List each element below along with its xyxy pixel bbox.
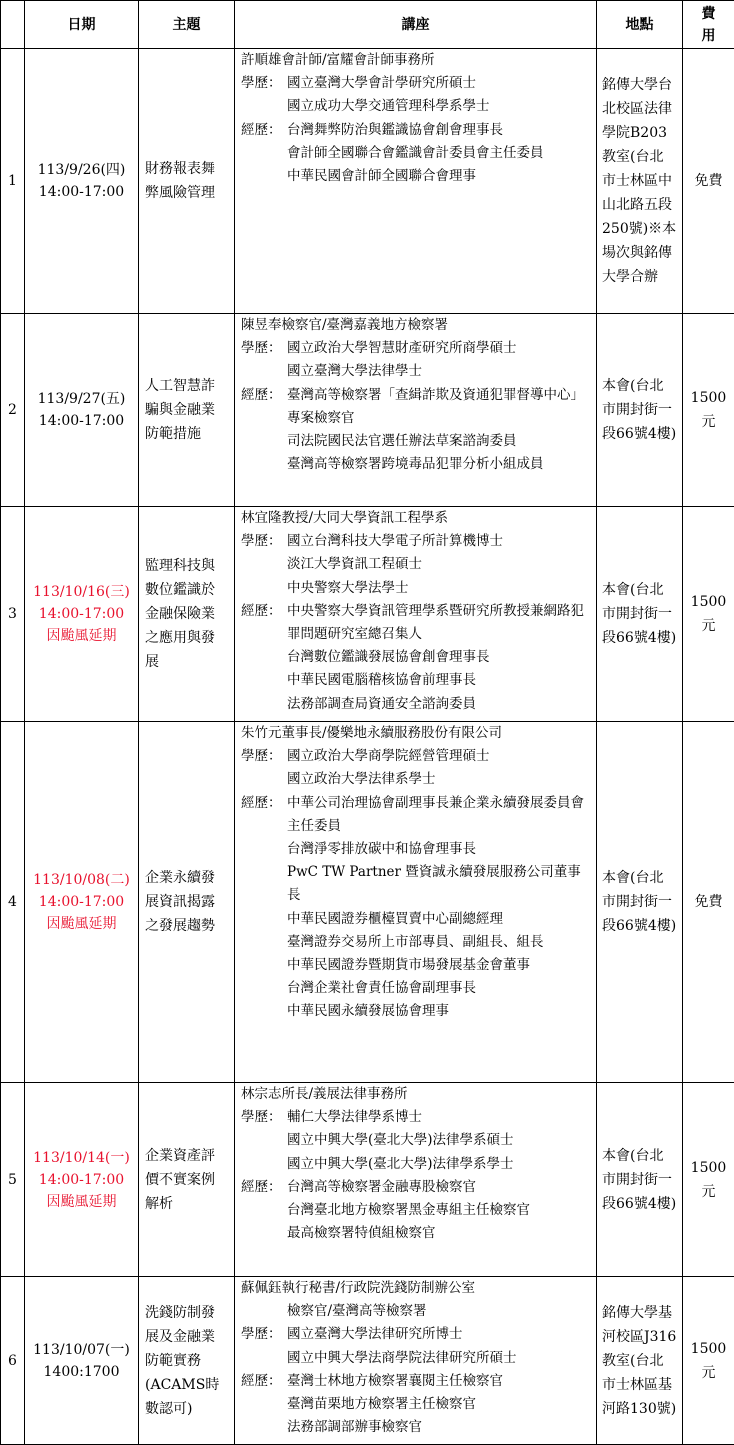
lecture-line xyxy=(241,908,592,931)
lecture-label: 經歷： xyxy=(241,1370,287,1393)
lecture-label xyxy=(241,954,287,977)
lecture-line xyxy=(241,337,592,360)
lecture-line xyxy=(241,977,592,1000)
row-fee: 免費 xyxy=(683,49,734,314)
table-row xyxy=(1,1083,734,1277)
lecture-label xyxy=(241,1416,287,1439)
lecture-text: 國立中興大學(臺北大學)法律學系學士 xyxy=(287,1153,592,1176)
lecture-line xyxy=(241,792,592,838)
lecture-text: 朱竹元董事長/優樂地永續服務股份有限公司 xyxy=(241,722,592,745)
lecture-label xyxy=(241,553,287,576)
header-row xyxy=(1,1,734,49)
lecture-line xyxy=(241,553,592,576)
row-lecture xyxy=(235,314,597,507)
lecture-text: 中華民國證券櫃檯買賣中心副總經理 xyxy=(287,908,592,931)
lecture-line xyxy=(241,1129,592,1152)
lecture-text: 臺灣高等檢察署跨境毒品犯罪分析小組成員 xyxy=(287,453,592,476)
lecture-text: 臺灣苗栗地方檢察署主任檢察官 xyxy=(287,1393,592,1416)
lecture-text: 最高檢察署特偵組檢察官 xyxy=(287,1222,592,1245)
lecture-text: 國立政治大學智慧財產研究所商學碩士 xyxy=(287,337,592,360)
lecture-line xyxy=(241,453,592,476)
date-line: 14:00-17:00 xyxy=(27,410,136,432)
lecture-label: 學歷： xyxy=(241,1106,287,1129)
row-date xyxy=(25,1277,139,1445)
lecture-line xyxy=(241,1176,592,1199)
lecture-text: 中央警察大學法學士 xyxy=(287,577,592,600)
lecture-text: 法務部調查局資通安全諮詢委員 xyxy=(287,693,592,716)
lecture-line xyxy=(241,1393,592,1416)
lecture-label xyxy=(241,861,287,907)
lecture-text: 台灣淨零排放碳中和協會理事長 xyxy=(287,838,592,861)
row-place: 本會(台北市開封街一段66號4樓) xyxy=(597,314,683,507)
lecture-line xyxy=(241,507,592,530)
row-topic: 企業資產評價不實案例解析 xyxy=(139,1083,235,1277)
lecture-line xyxy=(241,384,592,430)
lecture-text: 中華民國電腦稽核協會前理事長 xyxy=(287,669,592,692)
lecture-line xyxy=(241,861,592,907)
row-topic: 洗錢防制發展及金融業防範實務(ACAMS時數認可) xyxy=(139,1277,235,1445)
row-fee: 1500元 xyxy=(683,507,734,722)
date-line: 113/9/27(五) xyxy=(27,388,136,410)
lecture-label: 經歷： xyxy=(241,119,287,142)
lecture-text: 會計師全國聯合會鑑識會計委員會主任委員 xyxy=(287,142,592,165)
row-lecture xyxy=(235,722,597,1083)
lecture-text: 林宗志所長/義展法律事務所 xyxy=(241,1083,592,1106)
lecture-label xyxy=(241,838,287,861)
lecture-text: 中華民國會計師全國聯合會理事 xyxy=(287,165,592,188)
date-line: 113/10/07(一) xyxy=(27,1339,136,1361)
row-date xyxy=(25,49,139,314)
lecture-label: 經歷： xyxy=(241,1176,287,1199)
row-number: 2 xyxy=(1,314,25,507)
row-lecture xyxy=(235,1277,597,1445)
lecture-label xyxy=(241,360,287,383)
lecture-text: 輔仁大學法律學系博士 xyxy=(287,1106,592,1129)
lecture-text: 國立中興大學(臺北大學)法律學系碩士 xyxy=(287,1129,592,1152)
row-number: 1 xyxy=(1,49,25,314)
lecture-text: 林宜隆教授/大同大學資訊工程學系 xyxy=(241,507,592,530)
lecture-text: 檢察官/臺灣高等檢察署 xyxy=(287,1300,592,1323)
row-fee: 1500元 xyxy=(683,314,734,507)
lecture-text: 蘇佩鈺執行秘書/行政院洗錢防制辦公室 xyxy=(241,1277,592,1300)
lecture-label: 學歷： xyxy=(241,530,287,553)
lecture-line xyxy=(241,49,592,72)
lecture-line xyxy=(241,1300,592,1323)
row-place: 銘傳大學基河校區J316教室(台北市士林區基河路130號) xyxy=(597,1277,683,1445)
lecture-label xyxy=(241,768,287,791)
header-fee: 費 用 xyxy=(683,1,734,49)
lecture-line xyxy=(241,1323,592,1346)
date-line: 14:00-17:00 xyxy=(27,891,136,913)
lecture-line xyxy=(241,693,592,716)
lecture-label xyxy=(241,931,287,954)
lecture-line xyxy=(241,669,592,692)
row-number: 3 xyxy=(1,507,25,722)
lecture-line xyxy=(241,1083,592,1106)
lecture-line xyxy=(241,142,592,165)
lecture-line xyxy=(241,931,592,954)
row-topic: 人工智慧詐騙與金融業防範措施 xyxy=(139,314,235,507)
lecture-label: 經歷： xyxy=(241,384,287,430)
table-row xyxy=(1,1277,734,1445)
lecture-label: 經歷： xyxy=(241,792,287,838)
lecture-line xyxy=(241,954,592,977)
lecture-text: 臺灣高等檢察署「查緝詐欺及資通犯罪督導中心」專案檢察官 xyxy=(287,384,592,430)
lecture-label: 學歷： xyxy=(241,1323,287,1346)
row-fee: 免費 xyxy=(683,722,734,1083)
lecture-text: PwC TW Partner 暨資誠永續發展服務公司董事長 xyxy=(287,861,592,907)
lecture-label xyxy=(241,1347,287,1370)
header-date: 日期 xyxy=(25,1,139,49)
lecture-text: 陳昱奉檢察官/臺灣嘉義地方檢察署 xyxy=(241,314,592,337)
lecture-text: 國立政治大學法律系學士 xyxy=(287,768,592,791)
lecture-text: 台灣高等檢察署金融專股檢察官 xyxy=(287,1176,592,1199)
date-line: 14:00-17:00 xyxy=(27,603,136,625)
row-fee: 1500元 xyxy=(683,1083,734,1277)
lecture-label xyxy=(241,165,287,188)
date-line: 113/9/26(四) xyxy=(27,159,136,181)
lecture-label xyxy=(241,1153,287,1176)
lecture-text: 臺灣證券交易所上市部專員、副組長、組長 xyxy=(287,931,592,954)
lecture-text: 國立臺灣大學會計學研究所碩士 xyxy=(287,72,592,95)
lecture-line xyxy=(241,722,592,745)
lecture-label xyxy=(241,1199,287,1222)
table-row xyxy=(1,314,734,507)
lecture-line xyxy=(241,119,592,142)
lecture-text: 中華民國永續發展協會理事 xyxy=(287,1000,592,1023)
row-date xyxy=(25,507,139,722)
row-lecture xyxy=(235,507,597,722)
lecture-label: 學歷： xyxy=(241,72,287,95)
lecture-label xyxy=(241,646,287,669)
row-lecture xyxy=(235,49,597,314)
lecture-label xyxy=(241,453,287,476)
lecture-line xyxy=(241,360,592,383)
row-topic: 企業永續發展資訊揭露之發展趨勢 xyxy=(139,722,235,1083)
row-number: 4 xyxy=(1,722,25,1083)
lecture-text: 法務部調部辦事檢察官 xyxy=(287,1416,592,1439)
lecture-line xyxy=(241,314,592,337)
lecture-line xyxy=(241,430,592,453)
row-date xyxy=(25,314,139,507)
lecture-text: 台灣數位鑑識發展協會創會理事長 xyxy=(287,646,592,669)
lecture-label xyxy=(241,669,287,692)
row-topic: 財務報表舞弊風險管理 xyxy=(139,49,235,314)
lecture-text: 台灣臺北地方檢察署黑金專組主任檢察官 xyxy=(287,1199,592,1222)
lecture-label xyxy=(241,908,287,931)
lecture-line xyxy=(241,1277,592,1300)
lecture-line xyxy=(241,1416,592,1439)
header-topic: 主題 xyxy=(139,1,235,49)
lecture-line xyxy=(241,1199,592,1222)
lecture-line xyxy=(241,745,592,768)
lecture-line xyxy=(241,600,592,646)
header-lecture: 講座 xyxy=(235,1,597,49)
row-date xyxy=(25,1083,139,1277)
lecture-text: 台灣企業社會責任協會副理事長 xyxy=(287,977,592,1000)
lecture-text: 中央警察大學資訊管理學系暨研究所教授兼網路犯罪問題研究室總召集人 xyxy=(287,600,592,646)
lecture-text: 國立台灣科技大學電子所計算機博士 xyxy=(287,530,592,553)
table-row xyxy=(1,722,734,1083)
table-row xyxy=(1,49,734,314)
row-topic: 監理科技與數位鑑識於金融保險業之應用與發展 xyxy=(139,507,235,722)
row-place: 本會(台北市開封街一段66號4樓) xyxy=(597,507,683,722)
date-line: 113/10/16(三) xyxy=(27,581,136,603)
lecture-label: 經歷： xyxy=(241,600,287,646)
lecture-label xyxy=(241,142,287,165)
lecture-line xyxy=(241,72,592,95)
lecture-label xyxy=(241,95,287,118)
header-no xyxy=(1,1,25,49)
lecture-label xyxy=(241,977,287,1000)
lecture-text: 許順雄會計師/富耀會計師事務所 xyxy=(241,49,592,72)
lecture-text: 國立臺灣大學法律研究所博士 xyxy=(287,1323,592,1346)
lecture-label xyxy=(241,1129,287,1152)
lecture-line xyxy=(241,838,592,861)
row-place: 銘傳大學台北校區法律學院B203教室(台北市士林區中山北路五段250號)※本場次與銘傳大學合辦 xyxy=(597,49,683,314)
date-line: 14:00-17:00 xyxy=(27,1169,136,1191)
row-place: 本會(台北市開封街一段66號4樓) xyxy=(597,1083,683,1277)
lecture-line xyxy=(241,1370,592,1393)
lecture-text: 台灣舞弊防治與鑑識協會創會理事長 xyxy=(287,119,592,142)
lecture-text: 國立中興大學法商學院法律研究所碩士 xyxy=(287,1347,592,1370)
date-postponed-note: 因颱風延期 xyxy=(27,913,136,935)
date-line: 113/10/08(二) xyxy=(27,869,136,891)
lecture-label xyxy=(241,577,287,600)
row-place: 本會(台北市開封街一段66號4樓) xyxy=(597,722,683,1083)
lecture-line xyxy=(241,530,592,553)
lecture-text: 淡江大學資訊工程碩士 xyxy=(287,553,592,576)
header-place: 地點 xyxy=(597,1,683,49)
lecture-text: 臺灣士林地方檢察署襄閱主任檢察官 xyxy=(287,1370,592,1393)
lecture-line xyxy=(241,1153,592,1176)
row-fee: 1500元 xyxy=(683,1277,734,1445)
lecture-label: 學歷： xyxy=(241,337,287,360)
lecture-label xyxy=(241,1393,287,1416)
date-postponed-note: 因颱風延期 xyxy=(27,1191,136,1213)
row-lecture xyxy=(235,1083,597,1277)
lecture-line xyxy=(241,165,592,188)
lecture-label xyxy=(241,1222,287,1245)
lecture-text: 中華民國證券暨期貨市場發展基金會董事 xyxy=(287,954,592,977)
lecture-line xyxy=(241,95,592,118)
lecture-text: 司法院國民法官選任辦法草案諮詢委員 xyxy=(287,430,592,453)
lecture-line xyxy=(241,646,592,669)
date-line: 14:00-17:00 xyxy=(27,181,136,203)
lecture-line xyxy=(241,1347,592,1370)
lecture-label xyxy=(241,693,287,716)
lecture-label xyxy=(241,430,287,453)
lecture-label xyxy=(241,1000,287,1023)
date-line: 113/10/14(一) xyxy=(27,1147,136,1169)
lecture-line xyxy=(241,577,592,600)
lecture-text: 中華公司治理協會副理事長兼企業永續發展委員會主任委員 xyxy=(287,792,592,838)
row-number: 6 xyxy=(1,1277,25,1445)
lecture-line xyxy=(241,1106,592,1129)
lecture-text: 國立臺灣大學法律學士 xyxy=(287,360,592,383)
lecture-line xyxy=(241,1000,592,1023)
row-date xyxy=(25,722,139,1083)
row-number: 5 xyxy=(1,1083,25,1277)
lecture-line xyxy=(241,768,592,791)
date-postponed-note: 因颱風延期 xyxy=(27,625,136,647)
lecture-text: 國立成功大學交通管理科學系學士 xyxy=(287,95,592,118)
lecture-line xyxy=(241,1222,592,1245)
table-row xyxy=(1,507,734,722)
lecture-label: 學歷： xyxy=(241,745,287,768)
date-line: 1400:1700 xyxy=(27,1361,136,1383)
lecture-text: 國立政治大學商學院經營管理碩士 xyxy=(287,745,592,768)
